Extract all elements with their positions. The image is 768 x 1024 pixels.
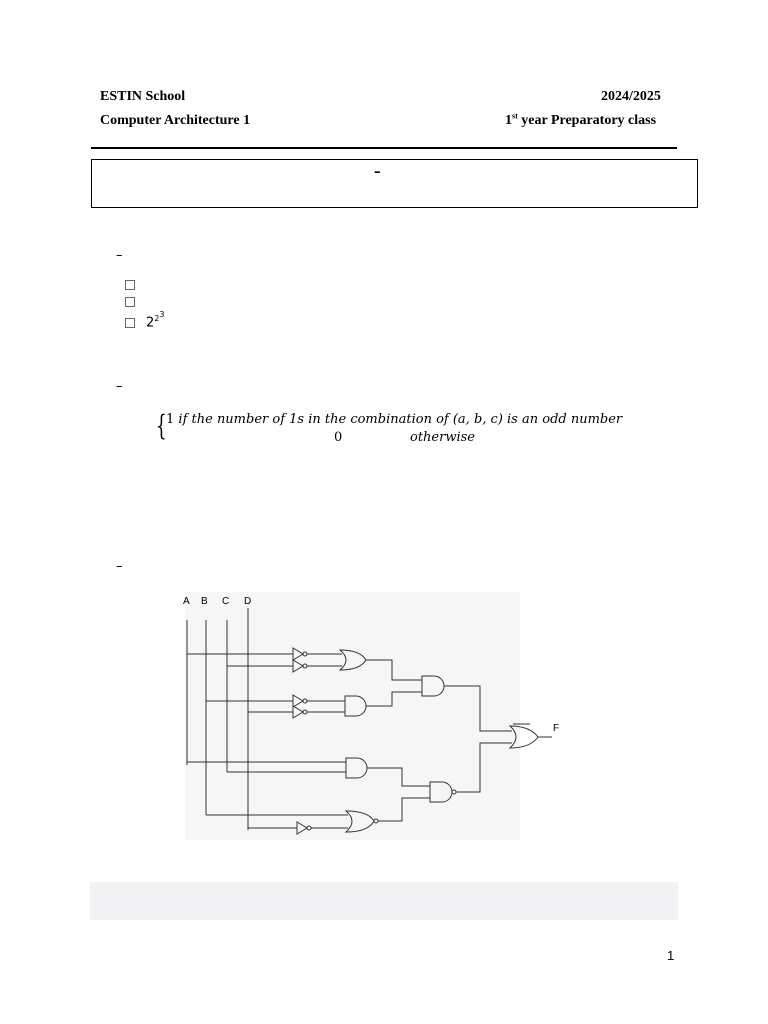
input-label-a: A xyxy=(183,596,190,607)
and-gate-3 xyxy=(346,758,367,778)
answer-area xyxy=(90,882,678,920)
class-level-number: 1 xyxy=(505,113,512,128)
option-3-exp-power: 3 xyxy=(159,310,165,320)
case-one-text3: is an odd number xyxy=(502,412,623,427)
course-name: Computer Architecture 1 xyxy=(100,113,251,128)
or-gate-1 xyxy=(340,650,366,670)
and-gate-4 xyxy=(430,782,452,802)
option-3-exp-base: 2 xyxy=(154,314,160,323)
and-gate-2 xyxy=(422,676,444,696)
title-dash: – xyxy=(374,165,381,180)
and-gate-1 xyxy=(345,696,366,716)
option-3-base: 2 xyxy=(146,315,155,331)
case-zero-value: 0 xyxy=(334,430,343,445)
academic-year: 2024/2025 xyxy=(601,89,661,104)
case-one-text2: in the combination of xyxy=(304,412,453,427)
output-label-f: F xyxy=(553,723,560,734)
input-label-d: D xyxy=(244,596,252,607)
case-one-tuple: (a, b, c) xyxy=(452,412,503,427)
case-one-value: 1 xyxy=(166,412,175,427)
page-number: 1 xyxy=(667,948,675,963)
school-name: ESTIN School xyxy=(100,89,186,104)
exercise-3-dash: – xyxy=(116,559,123,574)
case-one-token: 1s xyxy=(289,412,305,427)
input-label-b: B xyxy=(201,596,208,607)
or-gate-2 xyxy=(346,811,374,832)
case-zero-text: otherwise xyxy=(410,430,475,445)
or-gate-final xyxy=(510,726,538,748)
class-level-superscript: st xyxy=(512,111,518,121)
piecewise-brace: { xyxy=(156,409,167,442)
input-label-c: C xyxy=(222,596,230,607)
exercise-2-dash: – xyxy=(116,379,123,394)
class-level-text: year Preparatory class xyxy=(517,113,657,128)
exercise-1-dash: – xyxy=(116,248,123,263)
case-one-text: if the number of xyxy=(174,412,290,427)
